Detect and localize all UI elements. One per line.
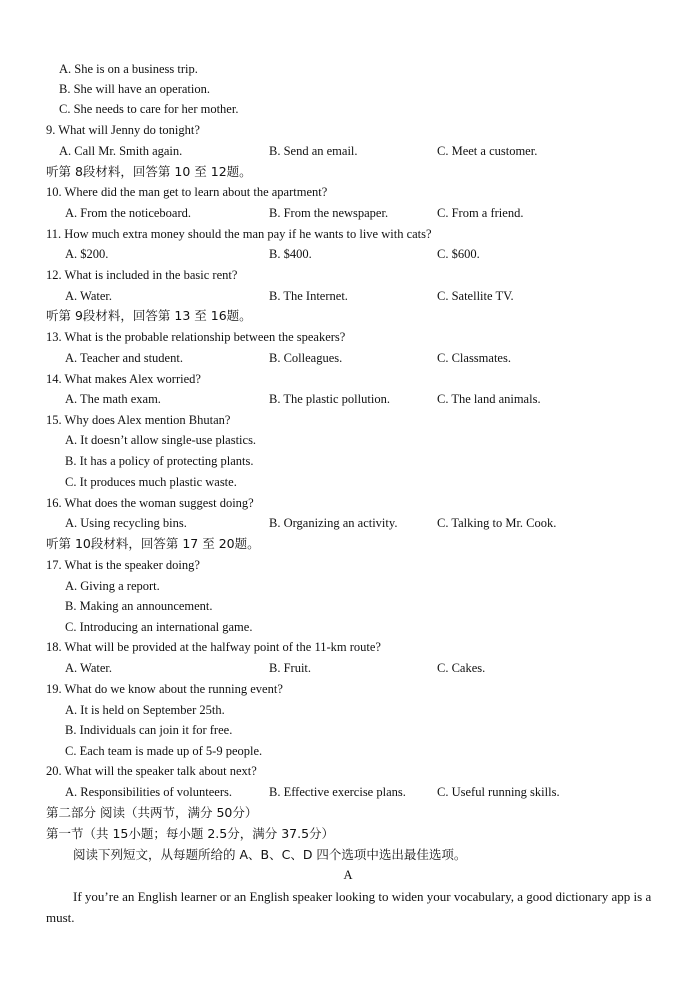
q14-option-b: B. The plastic pollution. [269, 392, 390, 406]
q11-option-a: A. $200. [65, 247, 109, 261]
reading-instruction: 阅读下列短文，从每题所给的 A、B、C、D 四个选项中选出最佳选项。 [73, 847, 467, 862]
q20-option-b: B. Effective exercise plans. [269, 785, 406, 799]
q12-option-b: B. The Internet. [269, 289, 348, 303]
q18-option-b: B. Fruit. [269, 661, 312, 675]
q18-option-a: A. Water. [65, 661, 113, 675]
q17-option-c: C. Introducing an international game. [65, 620, 253, 634]
q8-option-a: A. She is on a business trip. [59, 62, 198, 76]
q18-question: 18. What will be provided at the halfway point of the 11-km route? [46, 640, 381, 654]
section-8-heading: 听第 8段材料，回答第 10 至 12题。 [46, 164, 252, 179]
q13-option-b: B. Colleagues. [269, 351, 343, 365]
q13-option-a: A. Teacher and student. [65, 351, 183, 365]
q15-option-c: C. It produces much plastic waste. [65, 475, 237, 489]
q9-question: 9. What will Jenny do tonight? [46, 123, 200, 137]
q18-option-c: C. Cakes. [437, 661, 486, 675]
q19-option-b: B. Individuals can join it for free. [65, 723, 233, 737]
q15-option-b: B. It has a policy of protecting plants. [65, 454, 254, 468]
q13-question: 13. What is the probable relationship between the speakers? [46, 330, 346, 344]
q10-option-b: B. From the newspaper. [269, 206, 389, 220]
q9-option-a: A. Call Mr. Smith again. [59, 144, 183, 158]
q16-option-a: A. Using recycling bins. [65, 516, 187, 530]
q20-option-c: C. Useful running skills. [437, 785, 560, 799]
q16-option-c: C. Talking to Mr. Cook. [437, 516, 557, 530]
q12-question: 12. What is included in the basic rent? [46, 268, 238, 282]
q14-option-c: C. The land animals. [437, 392, 541, 406]
q14-question: 14. What makes Alex worried? [46, 372, 201, 386]
q8-option-c: C. She needs to care for her mother. [59, 102, 239, 116]
q17-option-b: B. Making an announcement. [65, 599, 213, 613]
q14-option-a: A. The math exam. [65, 392, 161, 406]
q19-question: 19. What do we know about the running event? [46, 682, 283, 696]
q17-option-a: A. Giving a report. [65, 579, 160, 593]
passage-label: A [343, 868, 353, 882]
q15-question: 15. Why does Alex mention Bhutan? [46, 413, 231, 427]
passage-paragraph: If you’re an English learner or an English speaker looking to widen your vocabulary, a good dictionary app is a must. [46, 889, 652, 925]
q15-option-a: A. It doesn’t allow single-use plastics. [65, 433, 257, 447]
q10-option-a: A. From the noticeboard. [65, 206, 192, 220]
q20-question: 20. What will the speaker talk about next? [46, 764, 257, 778]
q13-option-c: C. Classmates. [437, 351, 511, 365]
q9-option-b: B. Send an email. [269, 144, 358, 158]
part-2-title: 第二部分 阅读（共两节，满分 50分） [46, 805, 258, 820]
q12-option-a: A. Water. [65, 289, 113, 303]
q16-option-b: B. Organizing an activity. [269, 516, 398, 530]
section-1-title: 第一节（共 15小题；每小题 2.5分，满分 37.5分） [46, 826, 335, 841]
q16-question: 16. What does the woman suggest doing? [46, 496, 254, 510]
q11-option-b: B. $400. [269, 247, 312, 261]
q19-option-a: A. It is held on September 25th. [65, 703, 225, 717]
q9-option-c: C. Meet a customer. [437, 144, 538, 158]
q10-option-c: C. From a friend. [437, 206, 524, 220]
q19-option-c: C. Each team is made up of 5-9 people. [65, 744, 263, 758]
q10-question: 10. Where did the man get to learn about the apartment? [46, 185, 328, 199]
section-10-heading: 听第 10段材料，回答第 17 至 20题。 [46, 536, 260, 551]
q12-option-c: C. Satellite TV. [437, 289, 514, 303]
section-9-heading: 听第 9段材料，回答第 13 至 16题。 [46, 308, 252, 323]
q11-option-c: C. $600. [437, 247, 480, 261]
q8-option-b: B. She will have an operation. [59, 82, 211, 96]
q20-option-a: A. Responsibilities of volunteers. [65, 785, 232, 799]
q17-question: 17. What is the speaker doing? [46, 558, 200, 572]
q11-question: 11. How much extra money should the man pay if he wants to live with cats? [46, 227, 432, 241]
